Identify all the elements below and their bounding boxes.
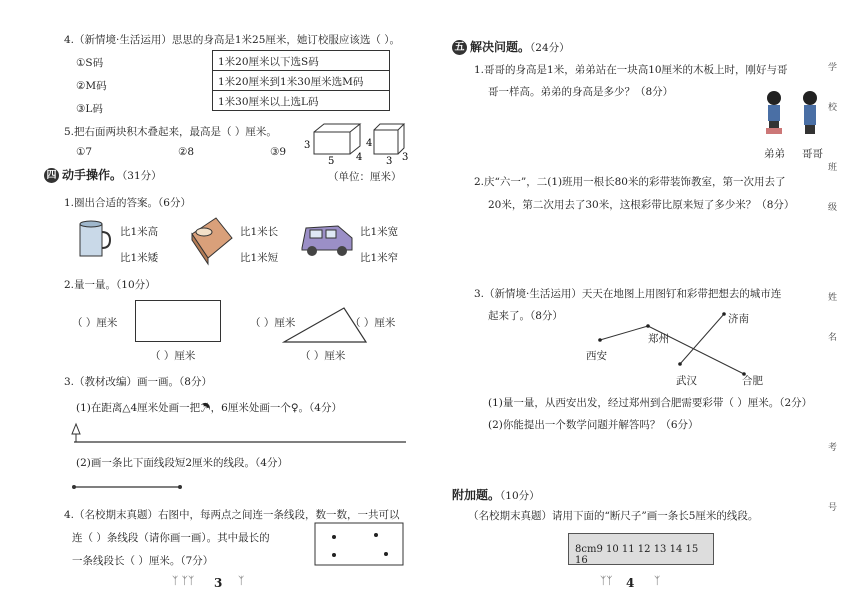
tri-left-answer: （ ）厘米 (250, 317, 296, 329)
problem-3-q1: (1)量一量，从西安出发，经过郑州到合肥需要彩带（ ）厘米。（2分） (488, 397, 813, 409)
size-row: 1米20厘米到1米30厘米选M码 (213, 71, 389, 91)
ruler-label: 8cm9 10 11 12 13 14 15 16 (575, 544, 699, 566)
cup-option-taller[interactable]: 比1米高 (120, 226, 159, 238)
draw-instruction-2: (2)画一条比下面线段短2厘米的线段。（4分） (76, 457, 288, 469)
size-row: 1米20厘米以下选S码 (213, 51, 389, 71)
activity-1-text: 1.圈出合适的答案。（6分） (64, 197, 191, 209)
side-label: 学 (828, 63, 838, 73)
option-l: ③L码 (76, 103, 103, 115)
city-zhengzhou: 郑州 (648, 333, 669, 345)
car-icon (298, 220, 356, 260)
city-wuhan: 武汉 (676, 375, 697, 387)
size-table (212, 50, 390, 111)
activity-4-line1: 4.（名校期末真题）右图中，每两点之间连一条线段，数一数，一共可以 (64, 509, 400, 521)
unit-note: （单位：厘米） (328, 171, 402, 183)
problem-1-line2: 哥一样高。弟弟的身高是多少？（8分） (488, 86, 674, 98)
bed-icon (186, 214, 236, 266)
sprout-icon: ᛉ (654, 575, 661, 587)
side-label: 名 (828, 333, 838, 343)
activity-4-line3: 一条线段长（ ）厘米。（7分） (72, 555, 214, 567)
cup-icon (76, 218, 112, 260)
label-younger-brother: 弟弟 (764, 148, 785, 160)
option-7: ①7 (76, 146, 93, 158)
problem-1-line1: 1.哥哥的身高是1米，弟弟站在一块高10厘米的木板上时，刚好与哥 (474, 64, 788, 76)
dim-label: 5 (328, 156, 335, 164)
problem-3-line1: 3.（新情境·生活运用）天天在地图上用图钉和彩带把想去的城市连 (474, 288, 782, 300)
bonus-heading: 附加题。（10分） (452, 488, 540, 502)
city-xian: 西安 (586, 350, 607, 362)
sprout-icon: ᛉ ᛉᛉ (172, 575, 195, 587)
bed-option-shorter[interactable]: 比1米短 (240, 252, 279, 264)
question-4-text: 4.（新情境·生活运用）思思的身高是1米25厘米，她订校服应该选（ ）。 (64, 34, 400, 46)
rect-bottom-answer: （ ）厘米 (150, 350, 196, 362)
sprout-icon: ᛉ (238, 575, 245, 587)
umbrella-icon: ☂ (200, 402, 211, 414)
dots-box (314, 522, 404, 566)
section-5-heading: 五 解决问题。（24分） (452, 38, 570, 55)
side-label: 姓 (828, 293, 838, 303)
activity-2-text: 2.量一量。（10分） (64, 279, 156, 291)
size-row: 1米30厘米以上选L码 (218, 96, 319, 108)
dim-label: 3 (304, 140, 311, 151)
triangle-flag-icon: △ (122, 402, 131, 414)
label-elder-brother: 哥哥 (802, 148, 823, 160)
tri-bottom-answer: （ ）厘米 (300, 350, 346, 362)
option-m: ②M码 (76, 80, 107, 92)
page-number-left: 3 (214, 576, 223, 590)
page-number-right: 4 (626, 576, 635, 590)
tri-right-answer: （ ）厘米 (350, 317, 396, 329)
section-number: 四 (44, 168, 59, 183)
city-jinan: 济南 (728, 313, 749, 325)
activity-3-text: 3.（教材改编）画一画。（8分） (64, 376, 212, 388)
reference-segment (70, 482, 190, 492)
brothers-figure (760, 88, 830, 144)
section-4-heading: 四 动手操作。（31分） (44, 166, 162, 183)
bonus-text: （名校期末真题）请用下面的“断尺子”画一条长5厘米的线段。 (468, 510, 759, 522)
problem-3-line2: 起来了。（8分） (488, 310, 563, 322)
car-option-narrower[interactable]: 比1米窄 (360, 252, 399, 264)
dim-label: 4 (356, 152, 363, 163)
problem-2-line1: 2.庆“六一”，二(1)班用一根长80米的彩带装饰教室，第一次用去了 (474, 176, 786, 188)
broken-ruler (568, 533, 714, 565)
bed-option-longer[interactable]: 比1米长 (240, 226, 279, 238)
option-8: ②8 (178, 146, 195, 158)
measure-rectangle (135, 300, 221, 342)
rect-left-answer: （ ）厘米 (72, 317, 118, 329)
problem-3-q2: (2)你能提出一个数学问题并解答吗？（6分） (488, 419, 699, 431)
blocks-figure (300, 118, 410, 164)
side-label: 号 (828, 503, 838, 513)
side-label: 级 (828, 203, 838, 213)
dim-label: 3 (402, 152, 409, 163)
activity-4-line2: 连（ ）条线段（请你画一画）。其中最长的 (72, 532, 270, 544)
city-hefei: 合肥 (742, 375, 763, 387)
option-9: ③9 (270, 146, 287, 158)
dim-label: 3 (386, 156, 393, 164)
problem-2-line2: 20米，第二次用去了30米，这根彩带比原来短了多少米？（8分） (488, 199, 795, 211)
car-option-wider[interactable]: 比1米宽 (360, 226, 399, 238)
cup-option-shorter[interactable]: 比1米矮 (120, 252, 159, 264)
side-label: 考 (828, 443, 838, 453)
draw-baseline (70, 420, 410, 444)
sprout-icon: ᛉᛉ (600, 575, 613, 587)
draw-instruction-1: (1)在距离△4厘米处画一把☂，6厘米处画一个♀。（4分） (76, 402, 342, 414)
option-s: ①S码 (76, 57, 104, 69)
side-label: 班 (828, 163, 838, 173)
question-5-text: 5.把右面两块积木叠起来，最高是（ ）厘米。 (64, 126, 277, 138)
side-label: 校 (828, 103, 838, 113)
balloon-icon: ♀ (290, 402, 299, 414)
section-number: 五 (452, 40, 467, 55)
dim-label: 4 (366, 138, 373, 149)
